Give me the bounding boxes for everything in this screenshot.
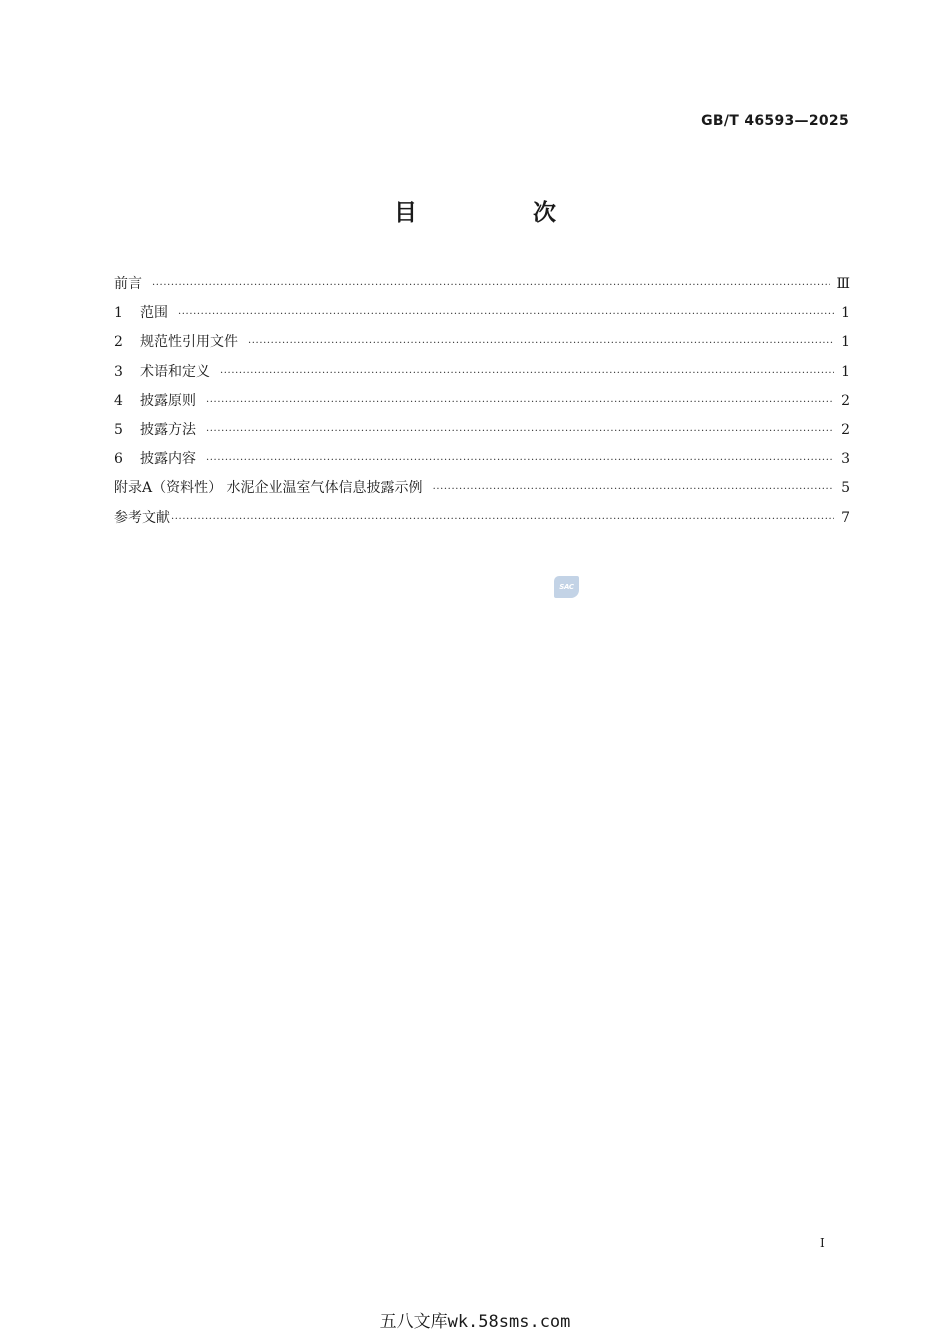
toc-item-label: 术语和定义 <box>140 363 210 380</box>
toc-item-page: 2 <box>841 392 850 409</box>
toc-item-page: 1 <box>841 305 850 322</box>
page-number: I <box>820 1236 825 1250</box>
toc-leader-dots <box>248 329 834 358</box>
toc-title: 目 次 <box>393 200 610 226</box>
toc-item-bibliography[interactable] <box>114 504 850 533</box>
toc-item-page: Ⅲ <box>836 276 850 292</box>
toc-item-disclosure-principles[interactable] <box>114 387 850 416</box>
toc-item-disclosure-methods[interactable] <box>114 416 850 445</box>
toc-leader-dots <box>171 505 834 534</box>
toc-item-label: 披露方法 <box>140 421 196 438</box>
toc-item-number: 5 <box>114 421 123 438</box>
toc-leader-dots <box>206 417 834 446</box>
sac-watermark-logo: SAC <box>554 576 579 598</box>
toc-item-label: 披露内容 <box>140 451 196 468</box>
toc-leader-dots <box>178 300 834 329</box>
footer-watermark-text: 五八文库wk.58sms.com <box>379 1312 571 1332</box>
toc-item-number: 3 <box>114 363 123 380</box>
toc-item-page: 3 <box>841 451 850 468</box>
toc-item-scope[interactable] <box>114 299 850 328</box>
toc-item-terms-definitions[interactable] <box>114 358 850 387</box>
document-code: GB/T 46593—2025 <box>701 113 849 129</box>
toc-item-number: 1 <box>114 305 123 322</box>
toc-leader-dots <box>433 475 834 504</box>
toc-item-label: 前言 <box>114 276 142 292</box>
table-of-contents <box>114 270 850 533</box>
toc-item-page: 5 <box>841 480 850 497</box>
toc-item-number: 2 <box>114 334 123 351</box>
toc-item-page: 7 <box>841 509 850 526</box>
toc-item-page: 1 <box>841 363 850 380</box>
toc-leader-dots <box>220 359 834 388</box>
toc-leader-dots <box>206 388 834 417</box>
toc-item-page: 1 <box>841 334 850 351</box>
toc-item-page: 2 <box>841 421 850 438</box>
toc-leader-dots <box>206 446 834 475</box>
toc-item-label: 披露原则 <box>140 392 196 409</box>
toc-item-label: 规范性引用文件 <box>140 334 238 351</box>
toc-item-foreword[interactable] <box>114 270 850 299</box>
toc-item-disclosure-content[interactable] <box>114 445 850 474</box>
toc-item-normative-references[interactable] <box>114 328 850 357</box>
toc-item-label: 范围 <box>140 305 168 322</box>
toc-item-number: 4 <box>114 392 123 409</box>
toc-item-number: 6 <box>114 451 123 468</box>
toc-leader-dots <box>152 271 830 300</box>
toc-item-annex-a[interactable] <box>114 474 850 503</box>
toc-item-label: 参考文献 <box>114 509 170 526</box>
toc-item-label: 附录A（资料性） 水泥企业温室气体信息披露示例 <box>114 480 423 497</box>
